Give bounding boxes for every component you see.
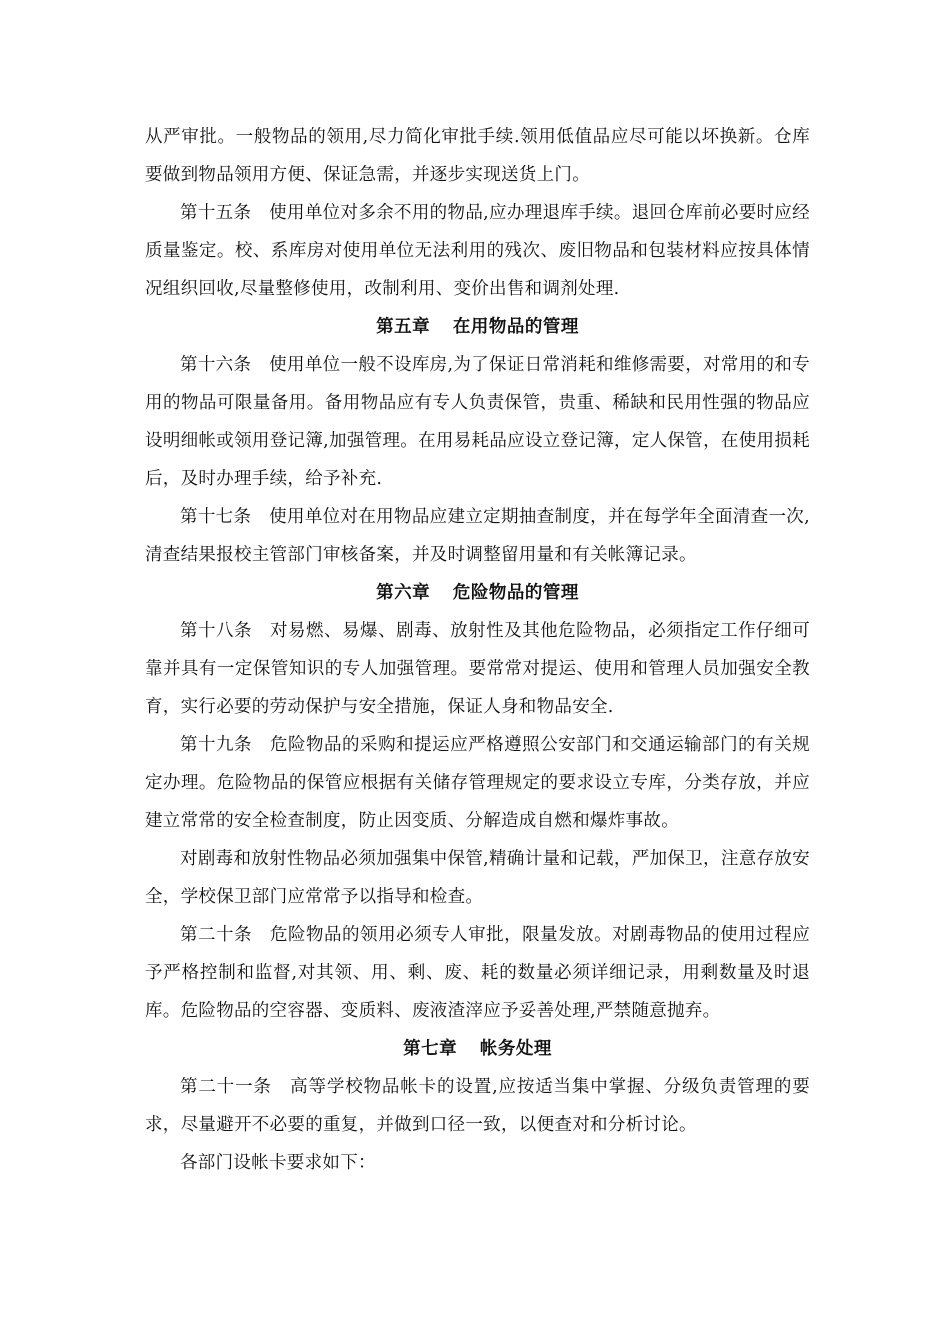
chapter-7-number: 第七章 — [403, 1039, 458, 1059]
article-18: 第十八条 对易燃、易爆、剧毒、放射性及其他危险物品，必须指定工作仔细可靠并具有一定保管知识的专人加强管理。要常常对提运、使用和管理人员加强安全教育，实行必要的劳动保护与安全措施，保证人身和物品安全. — [145, 621, 810, 717]
document-body — [145, 118, 810, 1182]
chapter-5-title: 在用物品的管理 — [452, 317, 579, 337]
article-17: 第十七条 使用单位对在用物品应建立定期抽查制度，并在每学年全面清查一次,清查结果报校主管部门审核备案，并及时调整留用量和有关帐簿记录。 — [145, 507, 810, 565]
article-15: 第十五条 使用单位对多余不用的物品,应办理退库手续。退回仓库前必要时应经质量鉴定。校、系库房对使用单位无法利用的残次、废旧物品和包装材料应按具体情况组织回收,尽量整修使用，改制利用、变价出售和调剂处理. — [145, 203, 810, 299]
article-16: 第十六条 使用单位一般不设库房,为了保证日常消耗和维修需要，对常用的和专用的物品可限量备用。备用物品应有专人负责保管，贵重、稀缺和民用性强的物品应设明细帐或领用登记簿,加强管理。在用易耗品应设立登记簿，定人保管，在使用损耗后，及时办理手续，给予补充. — [145, 355, 810, 489]
account-requirements-intro: 各部门设帐卡要求如下： — [180, 1153, 376, 1173]
chapter-7-title: 帐务处理 — [479, 1039, 552, 1059]
article-20: 第二十条 危险物品的领用必须专人审批，限量发放。对剧毒物品的使用过程应予严格控制和监督,对其领、用、剩、废、耗的数量必须详细记录，用剩数量及时退库。危险物品的空容器、变质料、废液渣滓应予妥善处理,严禁随意抛弃。 — [145, 925, 810, 1021]
chapter-5-number: 第五章 — [376, 317, 431, 337]
article-19-supplement: 对剧毒和放射性物品必须加强集中保管,精确计量和记载，严加保卫，注意存放安全，学校保卫部门应常常予以指导和检查。 — [145, 849, 810, 907]
chapter-6-heading — [145, 574, 810, 612]
chapter-7-heading — [145, 1030, 810, 1068]
article-19: 第十九条 危险物品的采购和提运应严格遵照公安部门和交通运输部门的有关规定办理。危险物品的保管应根据有关储存管理规定的要求设立专库，分类存放，并应建立常常的安全检查制度，防止因变质、分解造成自燃和爆炸事故。 — [145, 735, 810, 831]
paragraph-continuation: 从严审批。一般物品的领用,尽力简化审批手续.领用低值品应尽可能以坏换新。仓库要做到物品领用方便、保证急需，并逐步实现送货上门。 — [145, 127, 810, 185]
article-21: 第二十一条 高等学校物品帐卡的设置,应按适当集中掌握、分级负责管理的要求，尽量避开不必要的重复，并做到口径一致，以便查对和分析讨论。 — [145, 1077, 810, 1135]
chapter-6-number: 第六章 — [376, 583, 431, 603]
chapter-6-title: 危险物品的管理 — [452, 583, 579, 603]
chapter-5-heading — [145, 308, 810, 346]
